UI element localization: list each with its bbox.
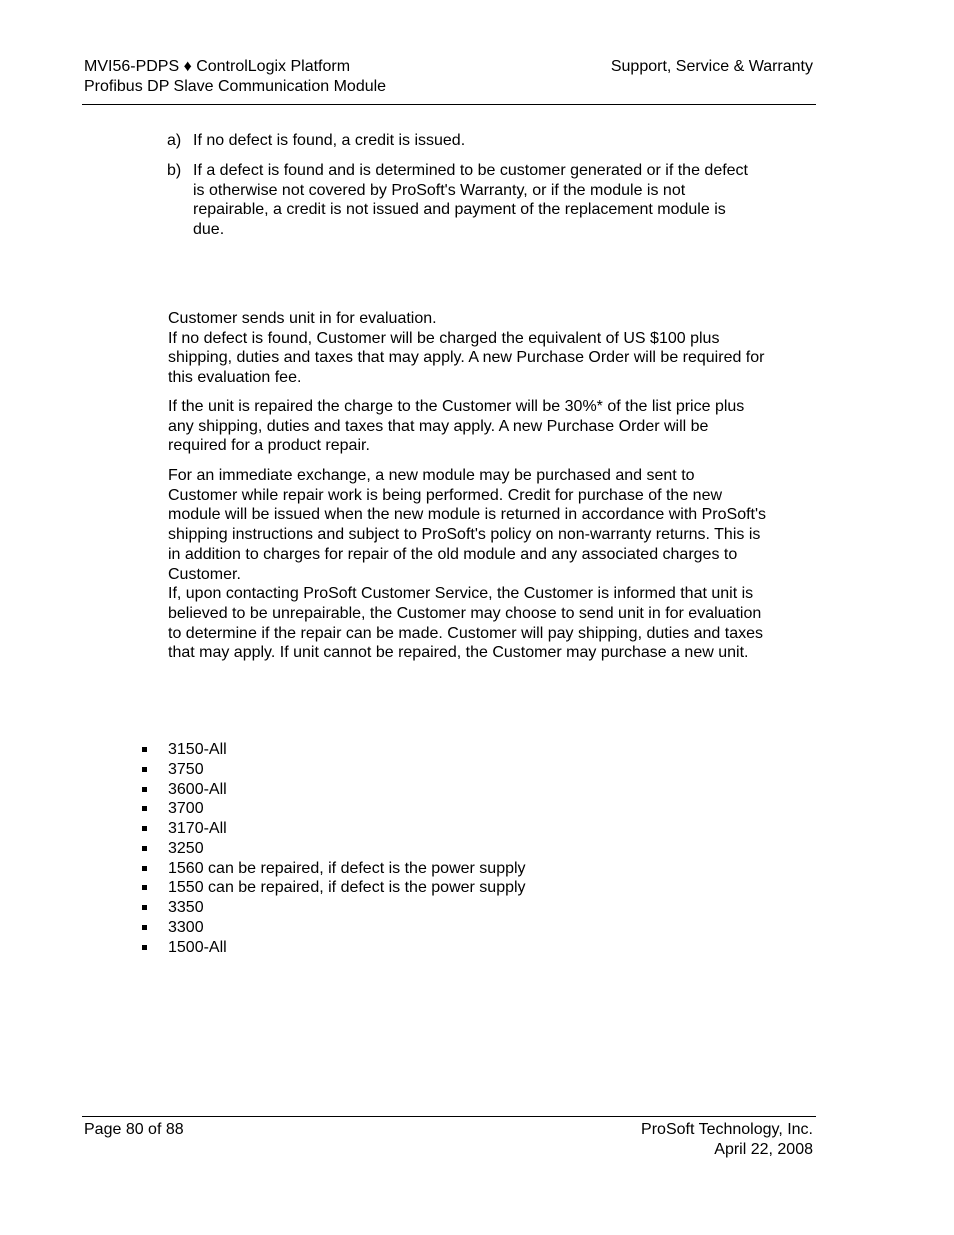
bullet-square-icon [142,767,147,772]
list-marker: a) [167,132,182,149]
bullet-square-icon [142,846,147,851]
list-item: 3700 [140,799,526,819]
list-item-b [167,161,767,240]
list-item: 3150-All [140,740,526,760]
footer-divider [82,1116,816,1117]
list-item: 3350 [140,898,526,918]
list-item: 3750 [140,760,526,780]
page-header-left [84,57,386,96]
bullet-square-icon [142,826,147,831]
unrepairable-text: If, upon contacting ProSoft Customer Service, the Customer is informed that unit is believed to be unrepairable, the Customer may choose to send unit in for evaluation to determine if the repair can be made. Customer will pay shipping, duties and taxes that may apply. If unit cannot be repaired, the Customer may purchase a new unit. [168,585,763,662]
header-section-title: Support, Service & Warranty [610,58,813,75]
evaluation-line-1: Customer sends unit in for evaluation. [168,310,437,327]
list-marker: b) [167,162,182,179]
list-item-text: If a defect is found and is determined to be customer generated or if the defect is otherwise not covered by ProSoft's Warranty, or if the module is not repairable, a credit is not issued and payment of the replacement module is due. [193,162,748,239]
footer-company: ProSoft Technology, Inc. [641,1121,813,1138]
repair-charge-paragraph: If the unit is repaired the charge to the Customer will be 30%* of the list price plus any shipping, duties and taxes that may apply. A new Purchase Order will be required for a product repair. [168,398,745,455]
evaluation-line-2: If no defect is found, Customer will be charged the equivalent of US $100 plus shipping, duties and taxes that may apply. A new Purchase Order will be required for this evaluation fee. [168,329,765,387]
unrepairable-modules-list [140,740,526,957]
exchange-paragraph [168,466,768,663]
evaluation-paragraph [168,309,768,388]
list-item: 1500-All [140,938,526,958]
bullet-square-icon [142,945,147,950]
exchange-text: For an immediate exchange, a new module may be purchased and sent to Customer while repair work is being performed. Credit for purchase of the new module will be issued when the new module is returned in accordance with ProSoft's shipping instructions and subject to ProSoft's policy on non-warranty returns. This is in addition to charges for repair of the old module and any associated charges to Customer. [168,467,767,583]
bullet-square-icon [142,866,147,871]
list-item: 3170-All [140,819,526,839]
bullet-square-icon [142,806,147,811]
list-item-a [167,131,767,151]
bullet-square-icon [142,787,147,792]
header-product-subtitle: Profibus DP Slave Communication Module [84,77,387,95]
header-product-title: MVI56-PDPS ♦ ControlLogix Platform [84,58,351,75]
list-item: 3250 [140,839,526,859]
page-footer-right [641,1120,813,1159]
bullet-square-icon [142,885,147,890]
list-item: 3300 [140,918,526,938]
bullet-square-icon [142,747,147,752]
list-item: 1560 can be repaired, if defect is the power supply [140,859,526,879]
footer-date: April 22, 2008 [714,1140,813,1158]
list-item: 3600-All [140,780,526,800]
page-number: Page 80 of 88 [84,1121,184,1138]
list-item: 1550 can be repaired, if defect is the power supply [140,878,526,898]
header-divider [82,104,816,105]
bullet-square-icon [142,905,147,910]
list-item-text: If no defect is found, a credit is issued. [193,132,466,149]
bullet-square-icon [142,925,147,930]
